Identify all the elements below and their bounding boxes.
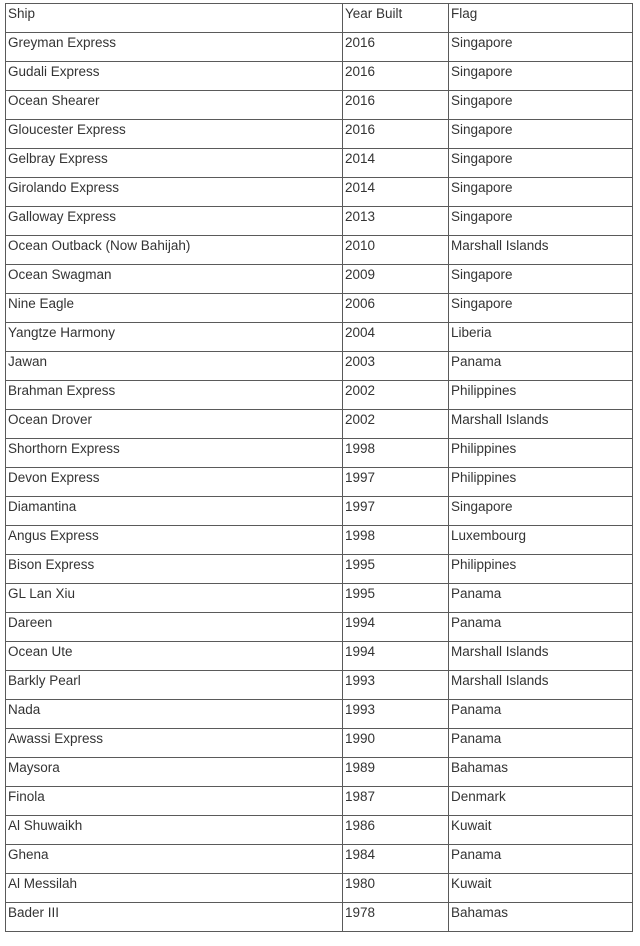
cell-year-built: 1994 [343, 642, 449, 671]
cell-year-built: 2004 [343, 323, 449, 352]
cell-year-built: 1990 [343, 729, 449, 758]
cell-flag: Liberia [449, 323, 633, 352]
table-row [6, 584, 633, 613]
cell-ship: Brahman Express [6, 381, 343, 410]
cell-year-built: 2016 [343, 91, 449, 120]
cell-year-built: 2010 [343, 236, 449, 265]
table-row [6, 207, 633, 236]
cell-ship: Ocean Ute [6, 642, 343, 671]
table-row [6, 62, 633, 91]
cell-year-built: 2016 [343, 120, 449, 149]
cell-year-built: 1993 [343, 700, 449, 729]
cell-flag: Singapore [449, 294, 633, 323]
column-header-flag: Flag [449, 4, 633, 33]
table-row [6, 874, 633, 903]
table-row [6, 410, 633, 439]
cell-year-built: 1989 [343, 758, 449, 787]
cell-flag: Denmark [449, 787, 633, 816]
table-row [6, 671, 633, 700]
cell-ship: Greyman Express [6, 33, 343, 62]
table-row [6, 758, 633, 787]
cell-ship: Bison Express [6, 555, 343, 584]
table-row [6, 700, 633, 729]
cell-year-built: 2003 [343, 352, 449, 381]
table-row [6, 33, 633, 62]
cell-year-built: 2002 [343, 381, 449, 410]
cell-year-built: 2016 [343, 62, 449, 91]
cell-year-built: 1998 [343, 526, 449, 555]
cell-ship: Shorthorn Express [6, 439, 343, 468]
cell-ship: Diamantina [6, 497, 343, 526]
cell-ship: GL Lan Xiu [6, 584, 343, 613]
cell-flag: Singapore [449, 497, 633, 526]
table-row [6, 613, 633, 642]
table-body [6, 33, 633, 932]
cell-year-built: 2013 [343, 207, 449, 236]
cell-flag: Panama [449, 729, 633, 758]
cell-flag: Panama [449, 845, 633, 874]
cell-ship: Awassi Express [6, 729, 343, 758]
table-row [6, 178, 633, 207]
cell-flag: Singapore [449, 149, 633, 178]
cell-ship: Ocean Drover [6, 410, 343, 439]
table-row [6, 555, 633, 584]
cell-ship: Nine Eagle [6, 294, 343, 323]
cell-year-built: 2006 [343, 294, 449, 323]
table-row [6, 352, 633, 381]
cell-ship: Finola [6, 787, 343, 816]
cell-ship: Maysora [6, 758, 343, 787]
cell-flag: Marshall Islands [449, 671, 633, 700]
cell-flag: Philippines [449, 381, 633, 410]
table-row [6, 236, 633, 265]
table-row [6, 729, 633, 758]
table-row [6, 642, 633, 671]
table-row [6, 526, 633, 555]
table-row [6, 381, 633, 410]
cell-flag: Singapore [449, 178, 633, 207]
cell-flag: Kuwait [449, 816, 633, 845]
cell-year-built: 2014 [343, 149, 449, 178]
cell-ship: Devon Express [6, 468, 343, 497]
table-row [6, 497, 633, 526]
cell-year-built: 1987 [343, 787, 449, 816]
cell-flag: Kuwait [449, 874, 633, 903]
cell-ship: Al Messilah [6, 874, 343, 903]
column-header-year-built: Year Built [343, 4, 449, 33]
cell-flag: Singapore [449, 265, 633, 294]
cell-ship: Bader III [6, 903, 343, 932]
cell-flag: Marshall Islands [449, 410, 633, 439]
cell-year-built: 1978 [343, 903, 449, 932]
column-header-ship: Ship [6, 4, 343, 33]
cell-flag: Marshall Islands [449, 236, 633, 265]
cell-flag: Singapore [449, 91, 633, 120]
cell-flag: Panama [449, 613, 633, 642]
cell-ship: Yangtze Harmony [6, 323, 343, 352]
cell-year-built: 1993 [343, 671, 449, 700]
table-row [6, 265, 633, 294]
cell-ship: Ocean Swagman [6, 265, 343, 294]
table-row [6, 903, 633, 932]
cell-ship: Ocean Outback (Now Bahijah) [6, 236, 343, 265]
cell-year-built: 1997 [343, 468, 449, 497]
cell-year-built: 1980 [343, 874, 449, 903]
cell-flag: Luxembourg [449, 526, 633, 555]
cell-ship: Jawan [6, 352, 343, 381]
cell-ship: Ocean Shearer [6, 91, 343, 120]
cell-ship: Angus Express [6, 526, 343, 555]
table-row [6, 845, 633, 874]
cell-flag: Panama [449, 700, 633, 729]
cell-flag: Panama [449, 352, 633, 381]
table-row [6, 816, 633, 845]
cell-ship: Galloway Express [6, 207, 343, 236]
cell-flag: Philippines [449, 468, 633, 497]
cell-flag: Panama [449, 584, 633, 613]
table-row [6, 120, 633, 149]
table-row [6, 149, 633, 178]
cell-ship: Gloucester Express [6, 120, 343, 149]
table-row [6, 294, 633, 323]
cell-ship: Al Shuwaikh [6, 816, 343, 845]
cell-ship: Ghena [6, 845, 343, 874]
cell-flag: Bahamas [449, 758, 633, 787]
cell-ship: Dareen [6, 613, 343, 642]
cell-year-built: 2002 [343, 410, 449, 439]
cell-ship: Nada [6, 700, 343, 729]
table-row [6, 323, 633, 352]
cell-flag: Singapore [449, 120, 633, 149]
cell-ship: Girolando Express [6, 178, 343, 207]
table-row [6, 439, 633, 468]
cell-flag: Singapore [449, 62, 633, 91]
table-header-row [6, 4, 633, 33]
cell-year-built: 1995 [343, 584, 449, 613]
cell-flag: Singapore [449, 207, 633, 236]
cell-year-built: 1998 [343, 439, 449, 468]
cell-flag: Philippines [449, 439, 633, 468]
table-row [6, 91, 633, 120]
cell-flag: Bahamas [449, 903, 633, 932]
cell-flag: Singapore [449, 33, 633, 62]
cell-ship: Barkly Pearl [6, 671, 343, 700]
cell-ship: Gudali Express [6, 62, 343, 91]
ships-table [5, 3, 633, 932]
cell-ship: Gelbray Express [6, 149, 343, 178]
cell-year-built: 2014 [343, 178, 449, 207]
cell-year-built: 1994 [343, 613, 449, 642]
cell-flag: Marshall Islands [449, 642, 633, 671]
cell-year-built: 1984 [343, 845, 449, 874]
cell-year-built: 1997 [343, 497, 449, 526]
cell-flag: Philippines [449, 555, 633, 584]
cell-year-built: 1995 [343, 555, 449, 584]
cell-year-built: 2009 [343, 265, 449, 294]
cell-year-built: 2016 [343, 33, 449, 62]
table-row [6, 468, 633, 497]
table-row [6, 787, 633, 816]
cell-year-built: 1986 [343, 816, 449, 845]
